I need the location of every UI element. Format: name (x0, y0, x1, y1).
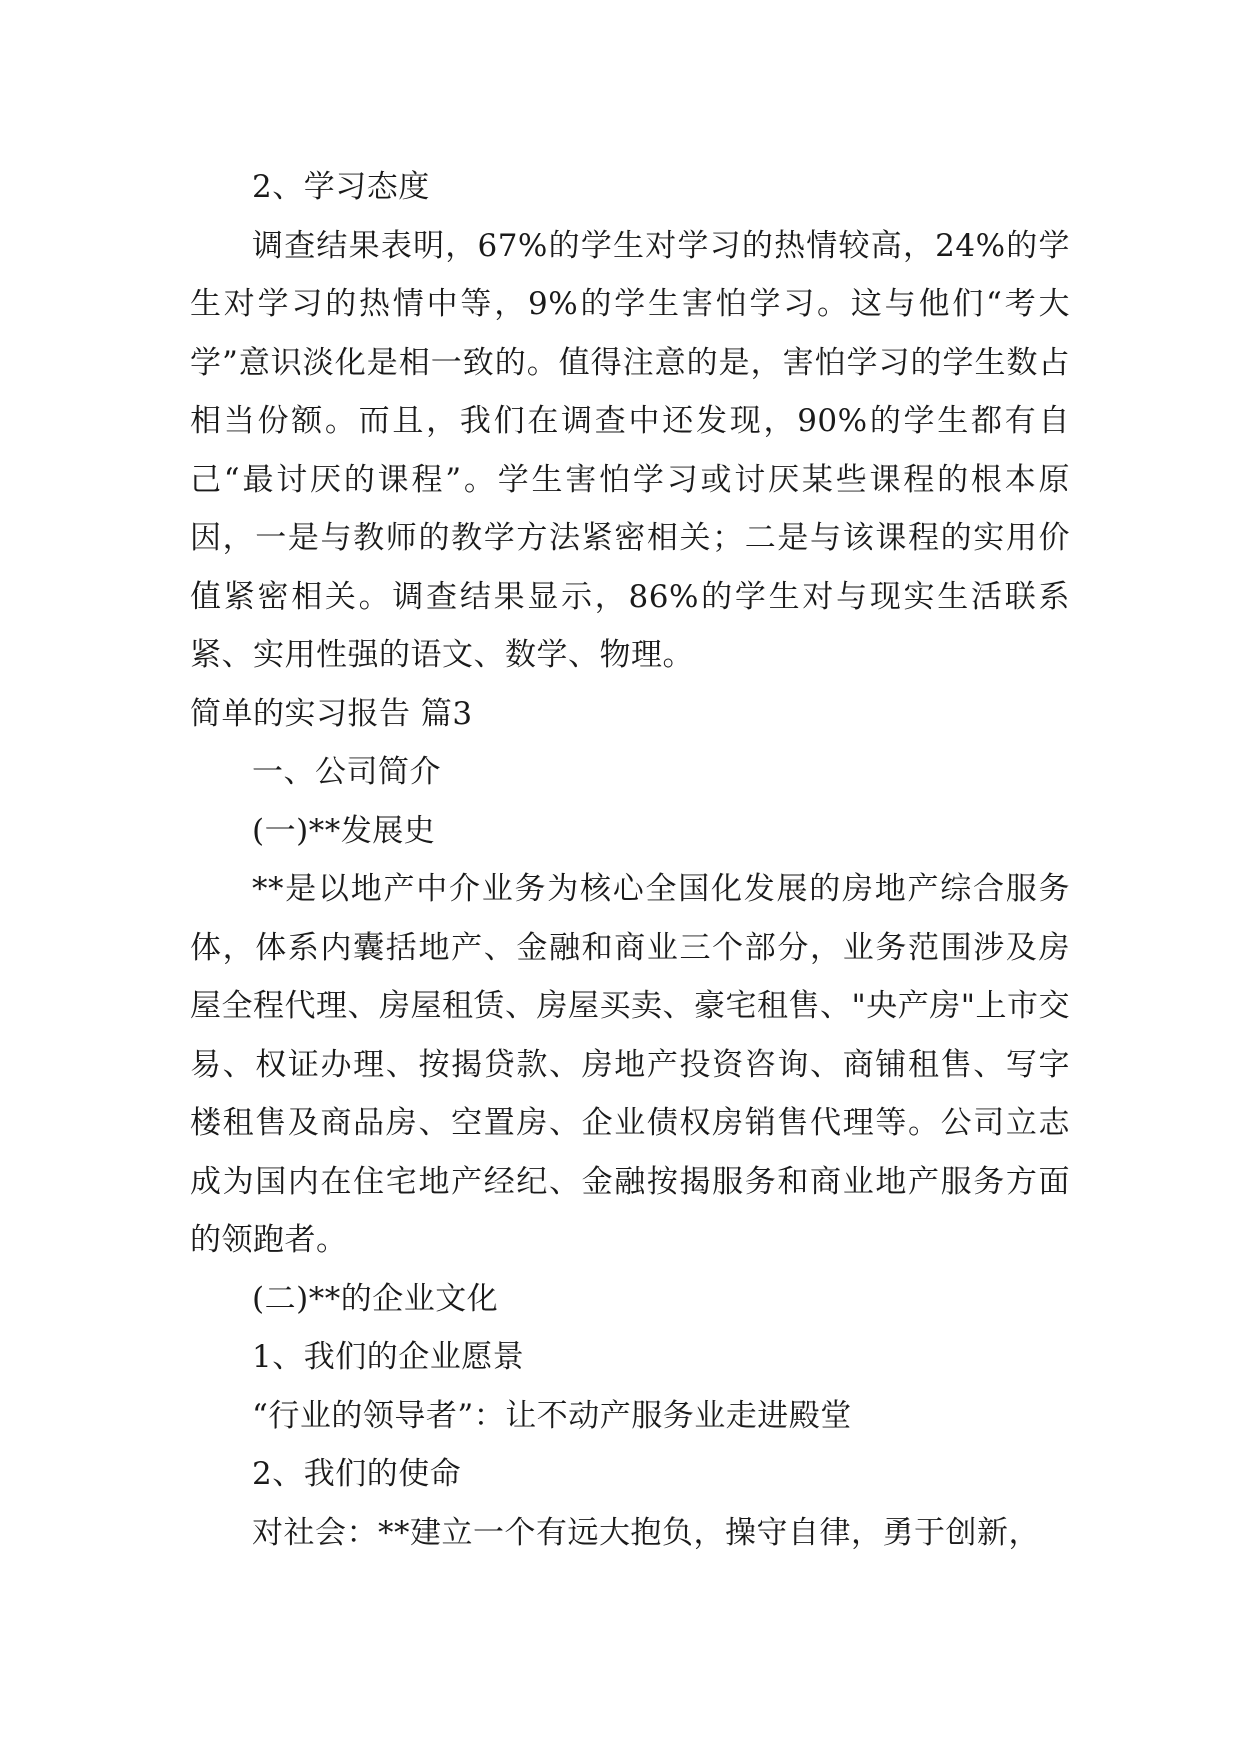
paragraph-mission-society: 对社会：**建立一个有远大抱负，操守自律，勇于创新， (252, 1514, 1040, 1551)
subsection-heading-history: (一)**发展史 (252, 812, 436, 849)
paragraph-vision: “行业的领导者”：让不动产服务业走进殿堂 (252, 1397, 852, 1434)
document-body (190, 158, 1070, 1562)
item-heading-mission: 2、我们的使命 (252, 1456, 462, 1492)
item-heading-vision: 1、我们的企业愿景 (252, 1339, 525, 1375)
subsection-heading-culture: (二)**的企业文化 (252, 1280, 499, 1317)
paragraph-company-history: **是以地产中介业务为核心全国化发展的房地产综合服务体，体系内囊括地产、金融和商业三个部分，业务范围涉及房屋全程代理、房屋租赁、房屋买卖、豪宅租售、"央产房"上市交易、权证办理、按揭贷款、房地产投资咨询、商铺租售、写字楼租售及商品房、空置房、企业债权房销售代理等。公司立志成为国内在住宅地产经纪、金融按揭服务和商业地产服务方面的领跑者。 (190, 871, 1071, 1258)
section-heading-company-intro: 一、公司简介 (252, 754, 441, 790)
paragraph-survey-results: 调查结果表明，67%的学生对学习的热情较高，24%的学生对学习的热情中等，9%的学生害怕学习。这与他们“考大学”意识淡化是相一致的。值得注意的是，害怕学习的学生数占相当份额。而且，我们在调查中还发现，90%的学生都有自己“最讨厌的课程”。学生害怕学习或讨厌某些课程的根本原因，一是与教师的教学方法紧密相关；二是与该课程的实用价值紧密相关。调查结果显示，86%的学生对与现实生活联系紧、实用性强的语文、数学、物理。 (190, 227, 1070, 673)
section-heading-learning-attitude: 2、学习态度 (252, 169, 430, 205)
report-title: 简单的实习报告 篇3 (190, 695, 473, 732)
